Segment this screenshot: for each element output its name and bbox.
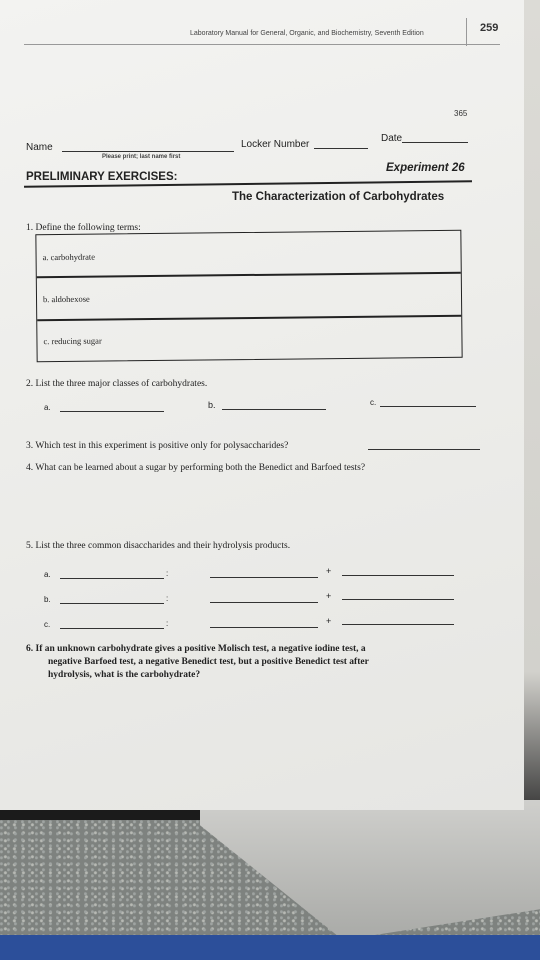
q6-line-2: negative Barfoed test, a negative Benedict test, but a positive Benedict test after <box>48 657 369 667</box>
inner-page-number: 365 <box>454 109 468 118</box>
experiment-subtitle: The Characterization of Carbohydrates <box>232 191 445 203</box>
q5-a-colon: : <box>166 569 169 578</box>
q5-b-label: b. <box>44 595 51 604</box>
q5-b-disaccharide-field[interactable] <box>60 603 164 604</box>
q2-b-field[interactable] <box>222 409 326 410</box>
name-field[interactable] <box>62 151 234 152</box>
q5-a-plus: + <box>326 566 332 576</box>
q3-field[interactable] <box>368 449 480 450</box>
manual-title: Laboratory Manual for General, Organic, and Biochemistry, Seventh Edition <box>190 30 424 37</box>
q5-a-product1-field[interactable] <box>210 577 318 578</box>
q5-b-colon: : <box>166 594 169 603</box>
box-divider <box>37 272 461 278</box>
q5-a-label: a. <box>44 570 51 579</box>
q5-c-plus: + <box>326 616 332 626</box>
q3-text: 3. Which test in this experiment is positive only for polysaccharides? <box>26 441 289 451</box>
box-divider <box>37 315 461 321</box>
q5-c-label: c. <box>44 620 51 629</box>
blue-fabric <box>0 935 540 960</box>
section-title: PRELIMINARY EXERCISES: <box>26 171 178 183</box>
q2-a-field[interactable] <box>60 411 164 412</box>
q5-c-product1-field[interactable] <box>210 627 318 628</box>
q2-c-field[interactable] <box>380 406 476 407</box>
q5-b-product1-field[interactable] <box>210 602 318 603</box>
header-rule <box>24 44 500 45</box>
term-reducing-sugar[interactable]: c. reducing sugar <box>43 335 102 347</box>
q5-a-disaccharide-field[interactable] <box>60 578 164 579</box>
term-aldohexose[interactable]: b. aldohexose <box>42 293 90 305</box>
date-label: Date <box>381 133 403 144</box>
q5-a-product2-field[interactable] <box>342 575 454 576</box>
term-carbohydrate[interactable]: a. carbohydrate <box>42 251 96 263</box>
page-number: 259 <box>480 22 499 34</box>
experiment-number: Experiment 26 <box>386 162 465 174</box>
q5-c-disaccharide-field[interactable] <box>60 628 164 629</box>
q4-text: 4. What can be learned about a sugar by performing both the Benedict and Barfoed tests? <box>26 463 366 473</box>
locker-field[interactable] <box>314 148 368 149</box>
q2-b-label: b. <box>208 400 216 410</box>
q2-text: 2. List the three major classes of carbohydrates. <box>26 379 208 389</box>
q1-text: 1. Define the following terms: <box>26 223 141 233</box>
q5-c-colon: : <box>166 619 169 628</box>
definitions-box <box>35 230 462 362</box>
name-label: Name <box>26 142 53 153</box>
q5-b-product2-field[interactable] <box>342 599 454 600</box>
name-hint: Please print; last name first <box>102 154 181 160</box>
q5-c-product2-field[interactable] <box>342 624 454 625</box>
q2-c-label: c. <box>370 398 377 407</box>
locker-label: Locker Number <box>241 139 310 150</box>
q6-line-1: 6. If an unknown carbohydrate gives a positive Molisch test, a negative iodine test, a <box>26 644 366 654</box>
date-field[interactable] <box>402 142 468 143</box>
q6-line-3: hydrolysis, what is the carbohydrate? <box>48 670 201 680</box>
q5-text: 5. List the three common disaccharides and their hydrolysis products. <box>26 541 291 551</box>
q5-b-plus: + <box>326 591 332 601</box>
q2-a-label: a. <box>44 403 51 412</box>
